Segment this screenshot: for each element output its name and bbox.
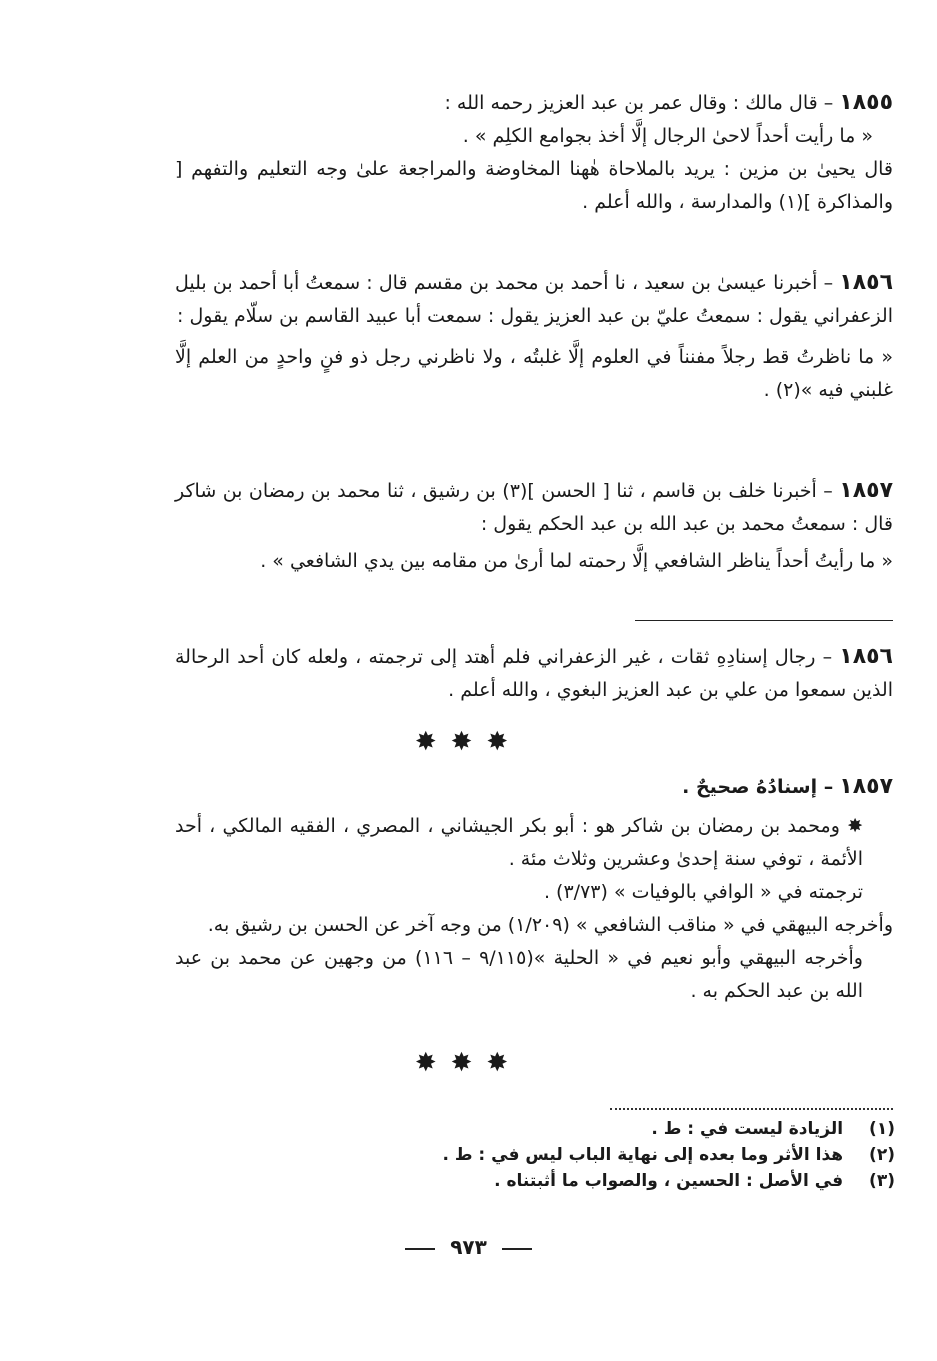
star-separator: ✸✸✸	[414, 1048, 523, 1078]
entry-number: ١٨٥٧	[839, 478, 893, 503]
page-number-text: ٩٧٣	[450, 1235, 487, 1259]
dash-decoration	[405, 1248, 435, 1250]
dash-decoration	[502, 1248, 532, 1250]
note-number: ١٨٥٦	[839, 644, 893, 669]
note-1857-heading	[175, 770, 893, 804]
entry-number: ١٨٥٥	[839, 90, 893, 115]
note-1857	[175, 770, 893, 1008]
note-paragraph: وأخرجه البيهقي في « مناقب الشافعي » (١/٢٠٩) من وجه آخر عن الحسن بن رشيق به.	[207, 914, 893, 936]
entry-1857	[175, 474, 893, 578]
footnote-text: هذا الأثر وما بعده إلى نهاية الباب ليس في : ط .	[442, 1145, 844, 1165]
footnote	[300, 1142, 895, 1168]
entry-number: ١٨٥٦	[839, 270, 893, 295]
entry-1855	[175, 86, 893, 219]
entry-quote: « ما ناظرتُ قط رجلاً مفنناً في العلوم إلَّا غلبتُه ، ولا ناظرني رجل ذو فنٍ واحدٍ من العلم إلَّا غلبني فيه »(٢) .	[175, 346, 893, 401]
star-separator: ✸✸✸	[414, 727, 523, 757]
footnote-number: (٣)	[869, 1171, 895, 1191]
entry-1856-isnad	[175, 266, 893, 333]
entry-text: – أخبرنا عيسىٰ بن سعيد ، نا أحمد بن محمد بن مقسم قال : سمعتُ أبا أحمد بن بليل الزعفراني يقول : سمعتُ عليّ بن عبد العزيز يقول : سمعت أبا عبيد القاسم بن سلّام يقول :	[175, 272, 893, 327]
note-heading: – إسنادُهُ صحيحٌ .	[682, 776, 834, 798]
footnote	[300, 1116, 895, 1142]
footnote-divider	[610, 1108, 893, 1110]
footnote-text: في الأصل : الحسين ، والصواب ما أثبتناه .	[494, 1171, 844, 1191]
note-paragraph: ترجمته في « الوافي بالوفيات » (٣/٧٣) .	[543, 881, 863, 903]
entry-1856	[175, 266, 893, 407]
section-divider	[635, 620, 893, 621]
page-number	[0, 1235, 937, 1259]
entry-quote: « ما رأيت أحداً لاحىٰ الرجال إلَّا أخذ بجوامع الكلِم » .	[462, 125, 873, 147]
note-paragraph: ✸ ومحمد بن رمضان بن شاكر هو : أبو بكر الجيشاني ، المصري ، الفقيه المالكي ، أحد الأئمة ، توفي سنة إحدىٰ وعشرين وثلاث مئة .	[175, 815, 863, 870]
footnote-number: (٢)	[869, 1145, 895, 1165]
footnote-text: الزيادة ليست في : ط .	[651, 1119, 844, 1139]
note-text: – رجال إسنادِهِ ثقات ، غير الزعفراني فلم أهتد إلى ترجمته ، ولعله كان أحد الرحالة الذين سمعوا من علي بن عبد العزيز البغوي ، والله أعلم .	[175, 646, 893, 701]
footnote	[300, 1168, 895, 1194]
entry-1857-isnad	[175, 474, 893, 541]
note-paragraph: وأخرجه البيهقي وأبو نعيم في « الحلية »(٩/١١٥ – ١١٦) من وجهين عن محمد بن عبد الله بن عبد الحكم به .	[175, 947, 863, 1002]
entry-quote: « ما رأيتُ أحداً يناظر الشافعي إلَّا رحمته لما أرىٰ من مقامه بين يدي الشافعي » .	[260, 550, 893, 572]
entry-text: – قال مالك : وقال عمر بن عبد العزيز رحمه الله :	[444, 92, 834, 114]
note-number: ١٨٥٧	[839, 774, 893, 799]
note-1856	[175, 640, 893, 707]
entry-commentary: قال يحيىٰ بن مزين : يريد بالملاحاة هٰهنا المخاوضة والمراجعة علىٰ وجه التعليم والتفهم [ والمذاكرة ](١) والمدارسة ، والله أعلم .	[175, 158, 893, 213]
footnotes	[300, 1116, 895, 1194]
entry-1855-intro	[175, 86, 893, 120]
footnote-number: (١)	[869, 1119, 895, 1139]
entry-text: – أخبرنا خلف بن قاسم ، ثنا [ الحسن ](٣) بن رشيق ، ثنا محمد بن رمضان بن شاكر قال : سمعتُ محمد بن عبد الله بن عبد الحكم يقول :	[175, 480, 893, 535]
